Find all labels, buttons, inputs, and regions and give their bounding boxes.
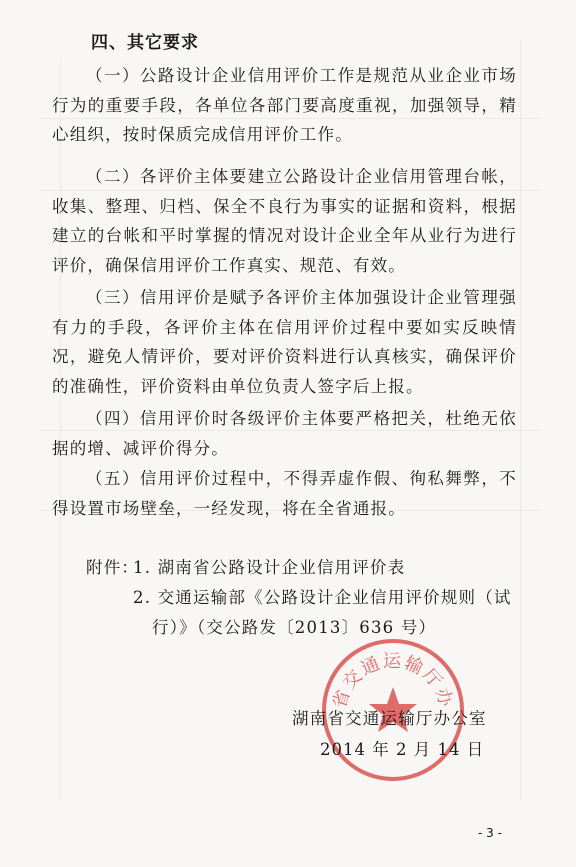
attachment-item: 2. 交通运输部《公路设计企业信用评价规则（试 (133, 588, 512, 607)
svg-text:湖南省交通运输厅办公室 (318, 635, 457, 711)
paragraph: （五）信用评价过程中，不得弄虚作假、徇私舞弊，不得设置市场壁垒，一经发现，将在全省通报。 (52, 469, 517, 518)
paragraph: （二）各评价主体要建立公路设计企业信用管理台帐，收集、整理、归档、保全不良行为事实的证据和资料，根据建立的台帐和平时掌握的情况对设计企业全年从业行为进行评价，确保信用评价工作真实、规范、有效。 (52, 167, 517, 275)
signature-date: 2014 年 2 月 14 日 (320, 740, 485, 759)
attachments-label: 附件： (86, 558, 140, 577)
attachment-item-continued: 行）》（交公路发〔2013〕636 号） (152, 618, 437, 637)
bleed-line (520, 40, 521, 800)
signature-organization: 湖南省交通运输厅办公室 (292, 709, 487, 728)
section-heading: 四、其它要求 (91, 33, 199, 53)
page-number: - 3 - (478, 826, 502, 840)
seal-text: 省交通运输厅办 (329, 651, 457, 712)
paragraph: （三）信用评价是赋予各评价主体加强设计企业管理强有力的手段，各评价主体在信用评价过程中要如实反映情况，避免人情评价，要对评价资料进行认真核实，确保评价的准确性，评价资料由单位负责人签字后上报。 (52, 288, 517, 396)
attachment-item: 1. 湖南省公路设计企业信用评价表 (133, 558, 406, 577)
paragraph: （一）公路设计企业信用评价工作是规范从业企业市场行为的重要手段，各单位各部门要高度重视，加强领导，精心组织，按时保质完成信用评价工作。 (52, 66, 517, 144)
paragraph: （四）信用评价时各级评价主体要严格把关，杜绝无依据的增、减评价得分。 (52, 409, 517, 458)
